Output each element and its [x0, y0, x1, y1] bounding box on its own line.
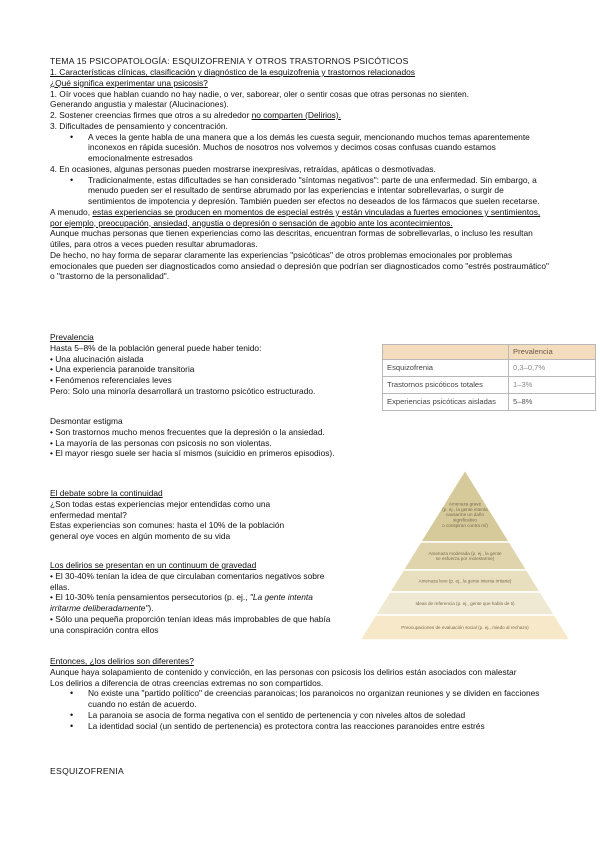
- estigma-block: [50, 416, 355, 459]
- prevalence-table: [382, 344, 596, 411]
- prevalencia-line2: Pero: Solo una minoría desarrollará un trastorno psicótico estructurado.: [50, 385, 316, 396]
- table-cell-value: 5–8%: [509, 393, 596, 410]
- continuidad-block: [50, 488, 305, 542]
- table-row: [383, 393, 596, 410]
- table-row: [383, 359, 596, 376]
- list-item: • La paranoia se asocia de forma negativa con el sentido de pertenencia y con niveles altos de soledad: [50, 710, 550, 721]
- diferentes-block: [50, 656, 550, 731]
- bullet-4: • Tradicionalmente, estas dificultades se han considerado "síntomas negativos": parte de una enfermedad. Sin embargo, a menudo pueden ser el resultado de sentirse abrumado por las experiencias e intentar sobrellevarlas, o surgir de sentimientos de impotencia y depresión. También pueden ser efectos no deseados de los fármacos que suelen recetarse.: [50, 175, 550, 207]
- pyramid-level-label: Amenaza grave: [448, 501, 482, 507]
- pyramid-level-label: Ideas de referencia (p. ej., gente que habla de ti): [415, 601, 515, 607]
- diferentes-line1: Aunque haya solapamiento de contenido y convicción, en las personas con psicosis los delirios están asociados con malestar: [50, 666, 517, 677]
- item-2-text: 2. Sostener creencias firmes que otros a su alrededor: [50, 110, 252, 120]
- para-separation: De hecho, no hay forma de separar claramente las experiencias "psicóticas" de otros problemas emocionales por problemas emocionales que pueden ser diagnosticados como ansiedad o depresión que podrían ser diagnosticados como "estrés postraumático" o "trastorno de la personalidad".: [50, 249, 549, 282]
- estigma-bullet-1: • Son trastornos mucho menos frecuentes que la depresión o la ansiedad.: [50, 426, 325, 437]
- pyramid-level-label: Amenaza leve (p. ej., la gente intenta irritarte): [418, 578, 512, 584]
- table-row: [383, 376, 596, 393]
- para-often-underlined: estas experiencias se producen en momentos de especial estrés y están vinculadas a fuertes emociones y sentimientos, por ejemplo, preocupación, ansiedad, angustia o depresión o sensación de agobio ante los acontecimientos.: [50, 206, 541, 228]
- delirios-bullet-2-end: ).: [148, 603, 154, 613]
- delirios-bullet-2: [50, 592, 340, 614]
- section-esquizofrenia: ESQUIZOFRENIA: [50, 766, 125, 776]
- prevalencia-block: [50, 332, 370, 397]
- para-often: [50, 207, 550, 229]
- table-cell-label: Experiencias psicóticas aisladas: [383, 393, 509, 410]
- prevalencia-bullet-3: • Fenómenos referenciales leves: [50, 375, 172, 385]
- delirios-quote: "La gente intenta irritarme deliberadamente": [50, 592, 313, 613]
- item-4-bullets: [50, 175, 550, 207]
- question-heading: ¿Qué significa experimentar una psicosis?: [50, 77, 208, 88]
- prevalence-table-header-row: [383, 345, 596, 360]
- delusion-severity-pyramid: [360, 470, 570, 640]
- diferentes-bullets: [50, 688, 550, 731]
- item-2: [50, 110, 550, 121]
- prevalence-table-empty-header: [383, 345, 509, 360]
- table-cell-label: Trastornos psicóticos totales: [383, 376, 509, 393]
- pyramid-level-label: Amenaza moderada (p. ej., la gente: [428, 550, 502, 556]
- item-3-bullets: [50, 132, 550, 164]
- estigma-bullet-3: • El mayor riesgo suele ser hacia sí mismos (suicidio en primeros episodios).: [50, 448, 335, 459]
- pyramid-level-label: causarme un daño: [445, 512, 485, 518]
- estigma-heading: Desmontar estigma: [50, 416, 123, 426]
- continuidad-line2: Estas experiencias son comunes: hasta el 10% de la población general oye voces en algún momento de su vida: [50, 520, 285, 541]
- table-cell-value: 1–3%: [509, 376, 596, 393]
- prevalence-table-header: Prevalencia: [509, 345, 596, 360]
- delirios-bullet-1: • El 30-40% tenían la idea de que circulaban comentarios negativos sobre ellas.: [50, 570, 325, 592]
- page-title: TEMA 15 PSICOPATOLOGÍA: ESQUIZOFRENIA Y OTROS TRASTORNOS PSICÓTICOS: [50, 56, 409, 66]
- table-cell-label: Esquizofrenia: [383, 359, 509, 376]
- item-1a: 1. Oír voces que hablan cuando no hay nadie, o ver, saborear, oler o sentir cosas que otras personas no sienten.: [50, 88, 470, 99]
- estigma-bullet-2: • La mayoría de las personas con psicosis no son violentas.: [50, 437, 272, 448]
- pyramid-level-label: (p. ej., la gente intenta: [442, 506, 488, 512]
- pyramid-level-label: significativo: [453, 517, 477, 523]
- section-heading: 1. Características clínicas, clasificación y diagnóstico de la esquizofrenia y trastornos relacionados: [50, 67, 415, 77]
- continuidad-heading: El debate sobre la continuidad: [50, 488, 163, 498]
- list-item: • No existe una "partido político" de creencias paranoicas; los paranoicos no organizan reuniones y se dividen en facciones cuando no están de acuerdo.: [50, 688, 550, 710]
- pyramid-level-label: Preocupaciones de evaluación social (p. ej., miedo al rechazo): [401, 625, 529, 631]
- item-3: 3. Dificultades de pensamiento y concentración.: [50, 120, 228, 131]
- document-top: [50, 56, 550, 282]
- prevalencia-heading: Prevalencia: [50, 332, 94, 342]
- pyramid-level-label: o conspiran contra mí): [442, 522, 488, 528]
- continuidad-line1: ¿Son todas estas experiencias mejor entendidas como una enfermedad mental?: [50, 498, 271, 520]
- prevalencia-bullet-2: • Una experiencia paranoide transitoria: [50, 364, 195, 375]
- prevalencia-line1: Hasta 5–8% de la población general puede haber tenido:: [50, 342, 262, 353]
- bullet-3: • A veces la gente habla de una manera que a los demás les cuesta seguir, mencionando muchos temas aparentemente inconexos en rápida sucesión. Muchos de nosotros nos volvemos y decimos cosas confusas cuando estamos emocionalmente estresados: [50, 132, 550, 164]
- list-item: • La identidad social (un sentido de pertenencia) es protectora contra las reacciones paranoides entre estrés: [50, 721, 550, 732]
- diferentes-line2: Los delirios a diferencia de otras creencias extremas no son compartidos.: [50, 677, 324, 688]
- delirios-bullet-2-lead: • El 10-30% tenía pensamientos persecutorios (p. ej.,: [50, 592, 250, 603]
- diferentes-heading: Entonces, ¿los delirios son diferentes?: [50, 656, 194, 666]
- delirios-block: [50, 560, 340, 635]
- item-4: 4. En ocasiones, algunas personas pueden mostrarse inexpresivas, retraídas, apáticas o desmotivadas.: [50, 163, 436, 174]
- delirios-bullet-3: • Sólo una pequeña proporción tenían ideas más improbables de que había una conspiración contra ellos: [50, 613, 331, 635]
- para-often-lead: A menudo,: [50, 206, 93, 217]
- delirios-heading: Los delirios se presentan en un continuum de gravedad: [50, 560, 257, 570]
- para-coping: Aunque muchas personas que tienen experiencias como las descritas, encuentran formas de sobrellevarlas, o incluso les resultan útiles, para otros a veces pueden resultar abrumadoras.: [50, 228, 533, 249]
- item-2-underlined: no comparten (Delirios).: [251, 110, 341, 120]
- item-1b: Generando angustia y malestar (Alucinaciones).: [50, 99, 229, 110]
- table-cell-value: 0,3–0,7%: [509, 359, 596, 376]
- prevalencia-bullet-1: • Una alucinación aislada: [50, 353, 144, 364]
- pyramid-level-label: se esfuerza por molestarme): [435, 556, 495, 562]
